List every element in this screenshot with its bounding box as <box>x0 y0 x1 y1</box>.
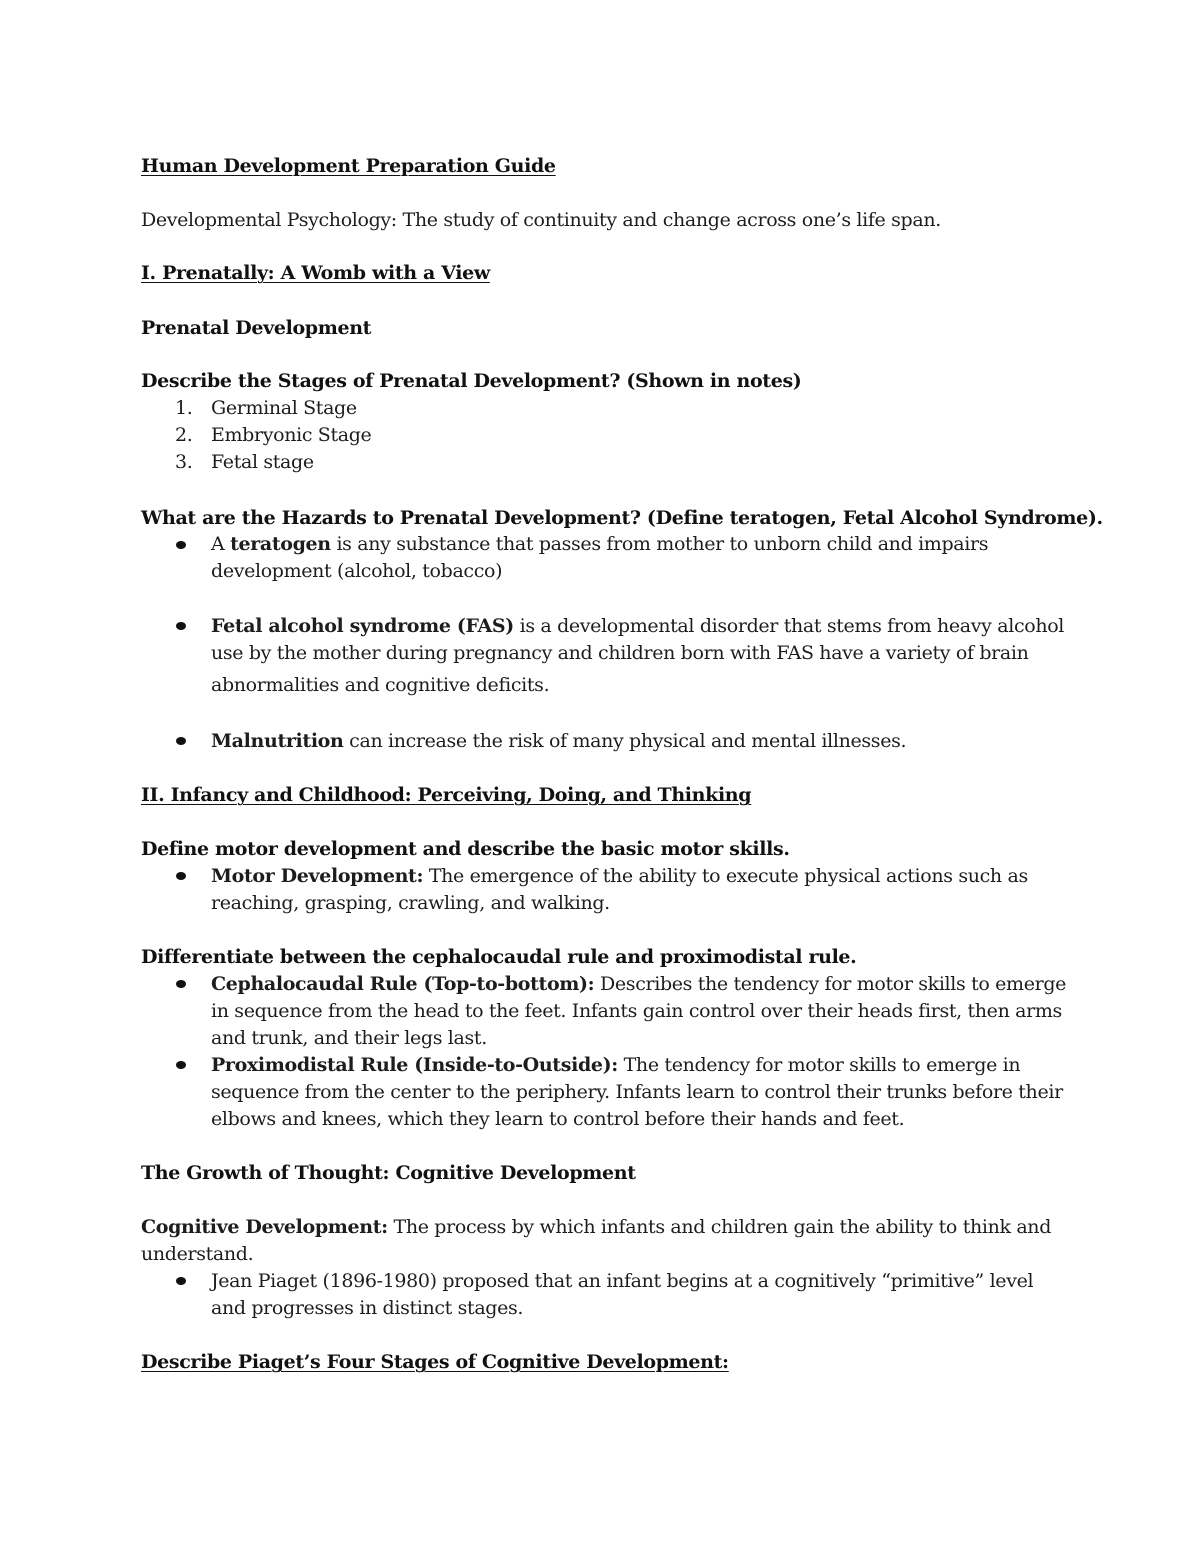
bullet-icon <box>176 1277 186 1285</box>
cognitive-term: Cognitive Development: <box>141 1216 388 1238</box>
teratogen-term: teratogen <box>230 533 331 555</box>
growth-heading: The Growth of Thought: Cognitive Development <box>141 1162 636 1184</box>
fas-line-3: abnormalities and cognitive deficits. <box>211 674 550 696</box>
list-number: 3. <box>175 451 193 473</box>
teratogen-line-2: development (alcohol, tobacco) <box>211 560 503 582</box>
proximo-line-1: Proximodistal Rule (Inside-to-Outside): The tendency for motor skills to emerge in <box>211 1054 1021 1076</box>
list-item: Germinal Stage <box>211 397 357 419</box>
bullet-icon <box>176 622 186 630</box>
list-number: 2. <box>175 424 193 446</box>
malnutrition-line: Malnutrition can increase the risk of many physical and mental illnesses. <box>211 730 907 752</box>
motor-question: Define motor development and describe the basic motor skills. <box>141 838 790 860</box>
list-item: Fetal stage <box>211 451 314 473</box>
piaget-line-1: Jean Piaget (1896-1980) proposed that an infant begins at a cognitively “primitive” level <box>211 1270 1034 1292</box>
section-2-heading: II. Infancy and Childhood: Perceiving, Doing, and Thinking <box>141 784 752 806</box>
list-number: 1. <box>175 397 193 419</box>
cognitive-line-2: understand. <box>141 1243 254 1265</box>
fas-line-1: Fetal alcohol syndrome (FAS) is a developmental disorder that stems from heavy alcohol <box>211 615 1065 637</box>
malnutrition-term: Malnutrition <box>211 730 344 752</box>
bullet-icon <box>176 872 186 880</box>
motor-line-1: Motor Development: The emergence of the ability to execute physical actions such as <box>211 865 1028 887</box>
proximo-line-3: elbows and knees, which they learn to control before their hands and feet. <box>211 1108 905 1130</box>
cephalo-term: Cephalocaudal Rule (Top-to-bottom): <box>211 973 595 995</box>
fas-term: Fetal alcohol syndrome (FAS) <box>211 615 514 637</box>
hazards-question: What are the Hazards to Prenatal Development? (Define teratogen, Fetal Alcohol Syndrome). <box>141 507 1103 529</box>
bullet-icon <box>176 980 186 988</box>
motor-term: Motor Development: <box>211 865 424 887</box>
document-title: Human Development Preparation Guide <box>141 155 556 177</box>
cephalo-line-2: in sequence from the head to the feet. Infants gain control over their heads first, then arms <box>211 1000 1062 1022</box>
section-1-heading: I. Prenatally: A Womb with a View <box>141 262 490 284</box>
piaget-stages-heading: Describe Piaget’s Four Stages of Cognitive Development: <box>141 1351 729 1373</box>
list-item: Embryonic Stage <box>211 424 372 446</box>
fas-line-2: use by the mother during pregnancy and children born with FAS have a variety of brain <box>211 642 1029 664</box>
definition-text: Developmental Psychology: The study of continuity and change across one’s life span. <box>141 209 941 231</box>
proximo-term: Proximodistal Rule (Inside-to-Outside): <box>211 1054 618 1076</box>
cognitive-line-1: Cognitive Development: The process by which infants and children gain the ability to think and <box>141 1216 1052 1238</box>
motor-line-2: reaching, grasping, crawling, and walking. <box>211 892 610 914</box>
cephalo-line-3: and trunk, and their legs last. <box>211 1027 487 1049</box>
piaget-line-2: and progresses in distinct stages. <box>211 1297 524 1319</box>
bullet-icon <box>176 1061 186 1069</box>
stages-question: Describe the Stages of Prenatal Development? (Shown in notes) <box>141 370 802 392</box>
teratogen-line-1: A teratogen is any substance that passes from mother to unborn child and impairs <box>211 533 989 555</box>
prenatal-subheading: Prenatal Development <box>141 317 372 339</box>
bullet-icon <box>176 737 186 745</box>
rules-question: Differentiate between the cephalocaudal rule and proximodistal rule. <box>141 946 857 968</box>
proximo-line-2: sequence from the center to the periphery. Infants learn to control their trunks before their <box>211 1081 1063 1103</box>
cephalo-line-1: Cephalocaudal Rule (Top-to-bottom): Describes the tendency for motor skills to emerge <box>211 973 1067 995</box>
bullet-icon <box>176 541 186 549</box>
